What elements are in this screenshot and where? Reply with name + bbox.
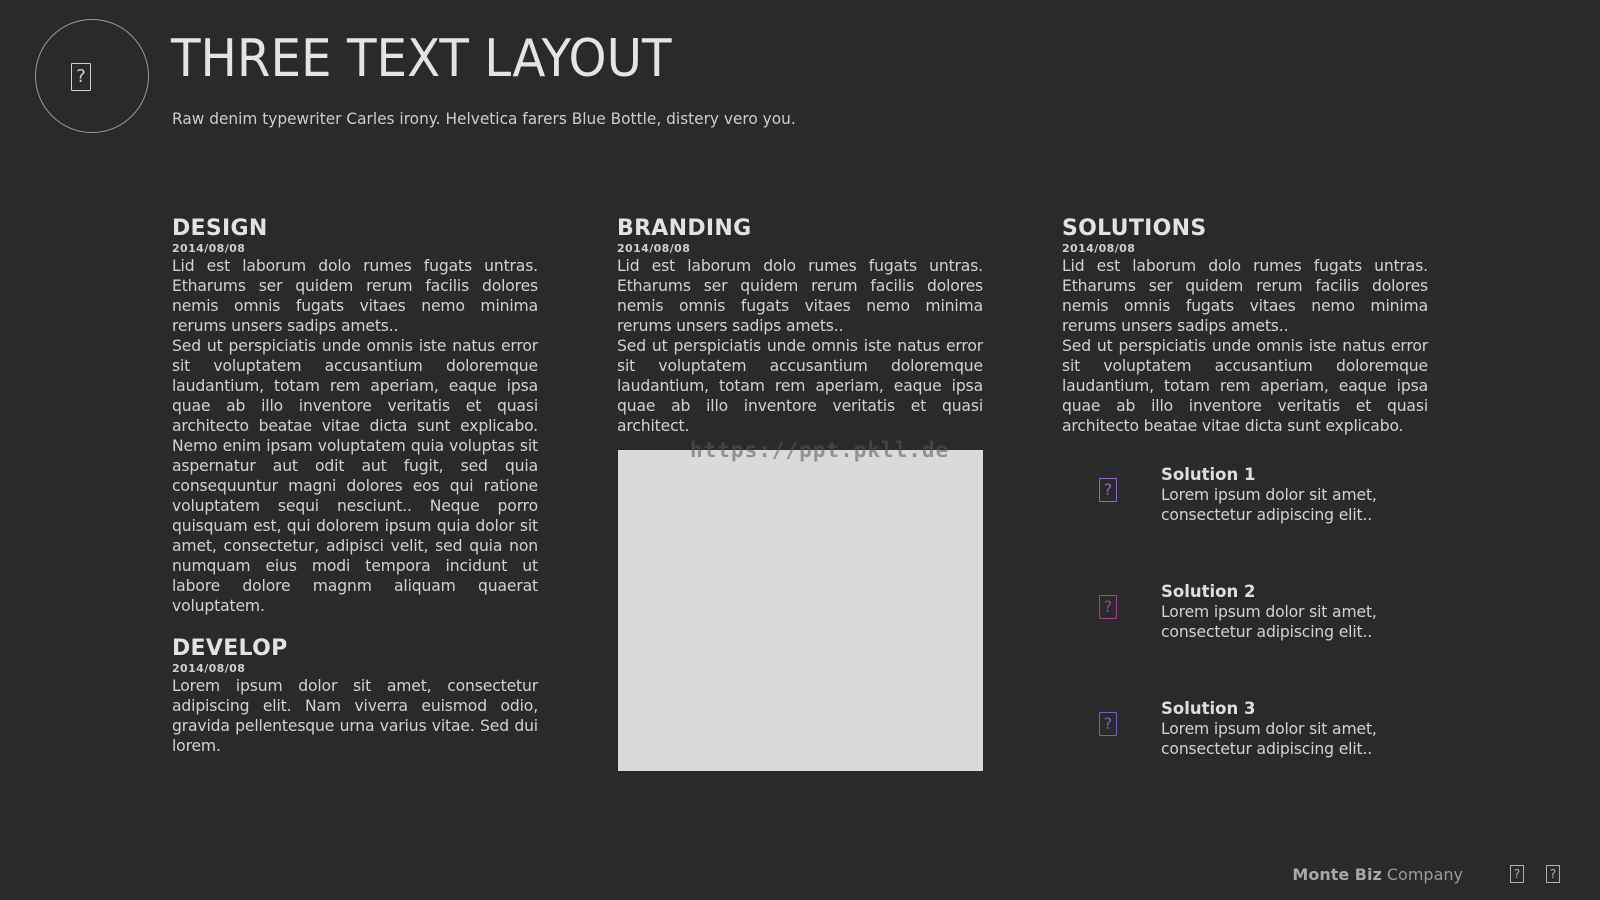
placeholder-glyph-icon: ?: [1099, 712, 1117, 736]
solution-description: Lorem ipsum dolor sit amet, consectetur adipiscing elit..: [1161, 486, 1377, 524]
section-date-develop: 2014/08/08: [172, 662, 246, 675]
section-title-design: DESIGN: [172, 216, 268, 241]
footer-brand: [1292, 865, 1463, 884]
section-date-solutions: 2014/08/08: [1062, 242, 1136, 255]
solution-title: Solution 3: [1161, 699, 1256, 718]
solution-title: Solution 2: [1161, 582, 1256, 601]
watermark-text: https://ppt.pkll.de: [690, 438, 950, 462]
placeholder-glyph-icon: ?: [1099, 595, 1117, 619]
solution-text: [1161, 465, 1421, 525]
column-design: [172, 216, 538, 756]
footer: [1292, 862, 1560, 886]
section-date-design: 2014/08/08: [172, 242, 246, 255]
prev-slide-icon[interactable]: ?: [1510, 865, 1524, 883]
design-paragraph-2: Sed ut perspiciatis unde omnis iste natus error sit voluptatem accusantium doloremque laudantium, totam rem aperiam, eaque ipsa quae ab illo inventore veritatis et quasi architecto beatae vitae dicta sunt explicabo. Nemo enim ipsam voluptatem quia voluptas sit aspernatur aut odit aut fugit, sed quia consequuntur magni dolores eos qui ratione voluptatem sequi nesciunt.. Neque porro quisquam est, qui dolorem ipsum quia dolor sit amet, consectetur, adipisci velit, sed quia non numquam eius modi tempora incidunt ut labore dolore magnm aliquam quaerat voluptatem.: [172, 337, 538, 615]
solutions-paragraph-2: Sed ut perspiciatis unde omnis iste natus error sit voluptatem accusantium doloremque laudantium, totam rem aperiam, eaque ipsa quae ab illo inventore veritatis et quasi architecto beatae vitae dicta sunt explicabo.: [1062, 337, 1428, 435]
placeholder-glyph-icon: ?: [1099, 478, 1117, 502]
section-title-develop: DEVELOP: [172, 636, 288, 661]
solution-item-2: [1062, 582, 1428, 652]
design-paragraph-1: Lid est laborum dolo rumes fugats untras. Etharums ser quidem rerum facilis dolores nemis omnis fugats vitaes nemo minima rerums unsers sadips amets..: [172, 257, 538, 335]
column-solutions: [1062, 216, 1428, 436]
branding-paragraph-1: Lid est laborum dolo rumes fugats untras. Etharums ser quidem rerum facilis dolores nemis omnis fugats vitaes nemo minima rerums unsers sadips amets..: [617, 257, 983, 335]
solutions-paragraph-1: Lid est laborum dolo rumes fugats untras. Etharums ser quidem rerum facilis dolores nemis omnis fugats vitaes nemo minima rerums unsers sadips amets..: [1062, 257, 1428, 335]
branding-paragraph-2: Sed ut perspiciatis unde omnis iste natus error sit voluptatem accusantium doloremque laudantium, totam rem aperiam, eaque ipsa quae ab illo inventore veritatis et quasi architect.: [617, 337, 983, 435]
next-slide-icon[interactable]: ?: [1546, 865, 1560, 883]
solution-item-3: [1062, 699, 1428, 769]
image-placeholder: [618, 450, 983, 771]
placeholder-glyph-icon: ?: [71, 63, 91, 91]
section-title-solutions: SOLUTIONS: [1062, 216, 1207, 241]
logo-circle: [35, 19, 149, 133]
solution-title: Solution 1: [1161, 465, 1256, 484]
solution-item-1: [1062, 465, 1428, 535]
section-develop: [172, 636, 538, 756]
footer-brand-rest: Company: [1386, 864, 1463, 884]
section-title-branding: BRANDING: [617, 216, 752, 241]
develop-paragraph-1: Lorem ipsum dolor sit amet, consectetur adipiscing elit. Nam viverra euismod odio, gravida pellentesque urna varius vitae. Sed dui lorem.: [172, 677, 538, 755]
solution-text: [1161, 582, 1421, 642]
solution-text: [1161, 699, 1421, 759]
column-branding: [617, 216, 983, 436]
solution-description: Lorem ipsum dolor sit amet, consectetur adipiscing elit..: [1161, 720, 1377, 758]
solution-description: Lorem ipsum dolor sit amet, consectetur adipiscing elit..: [1161, 603, 1377, 641]
section-date-branding: 2014/08/08: [617, 242, 691, 255]
page-subtitle: Raw denim typewriter Carles irony. Helvetica farers Blue Bottle, distery vero you.: [172, 109, 796, 128]
footer-brand-bold: Monte Biz: [1292, 864, 1382, 884]
page-title: THREE TEXT LAYOUT: [171, 29, 672, 89]
